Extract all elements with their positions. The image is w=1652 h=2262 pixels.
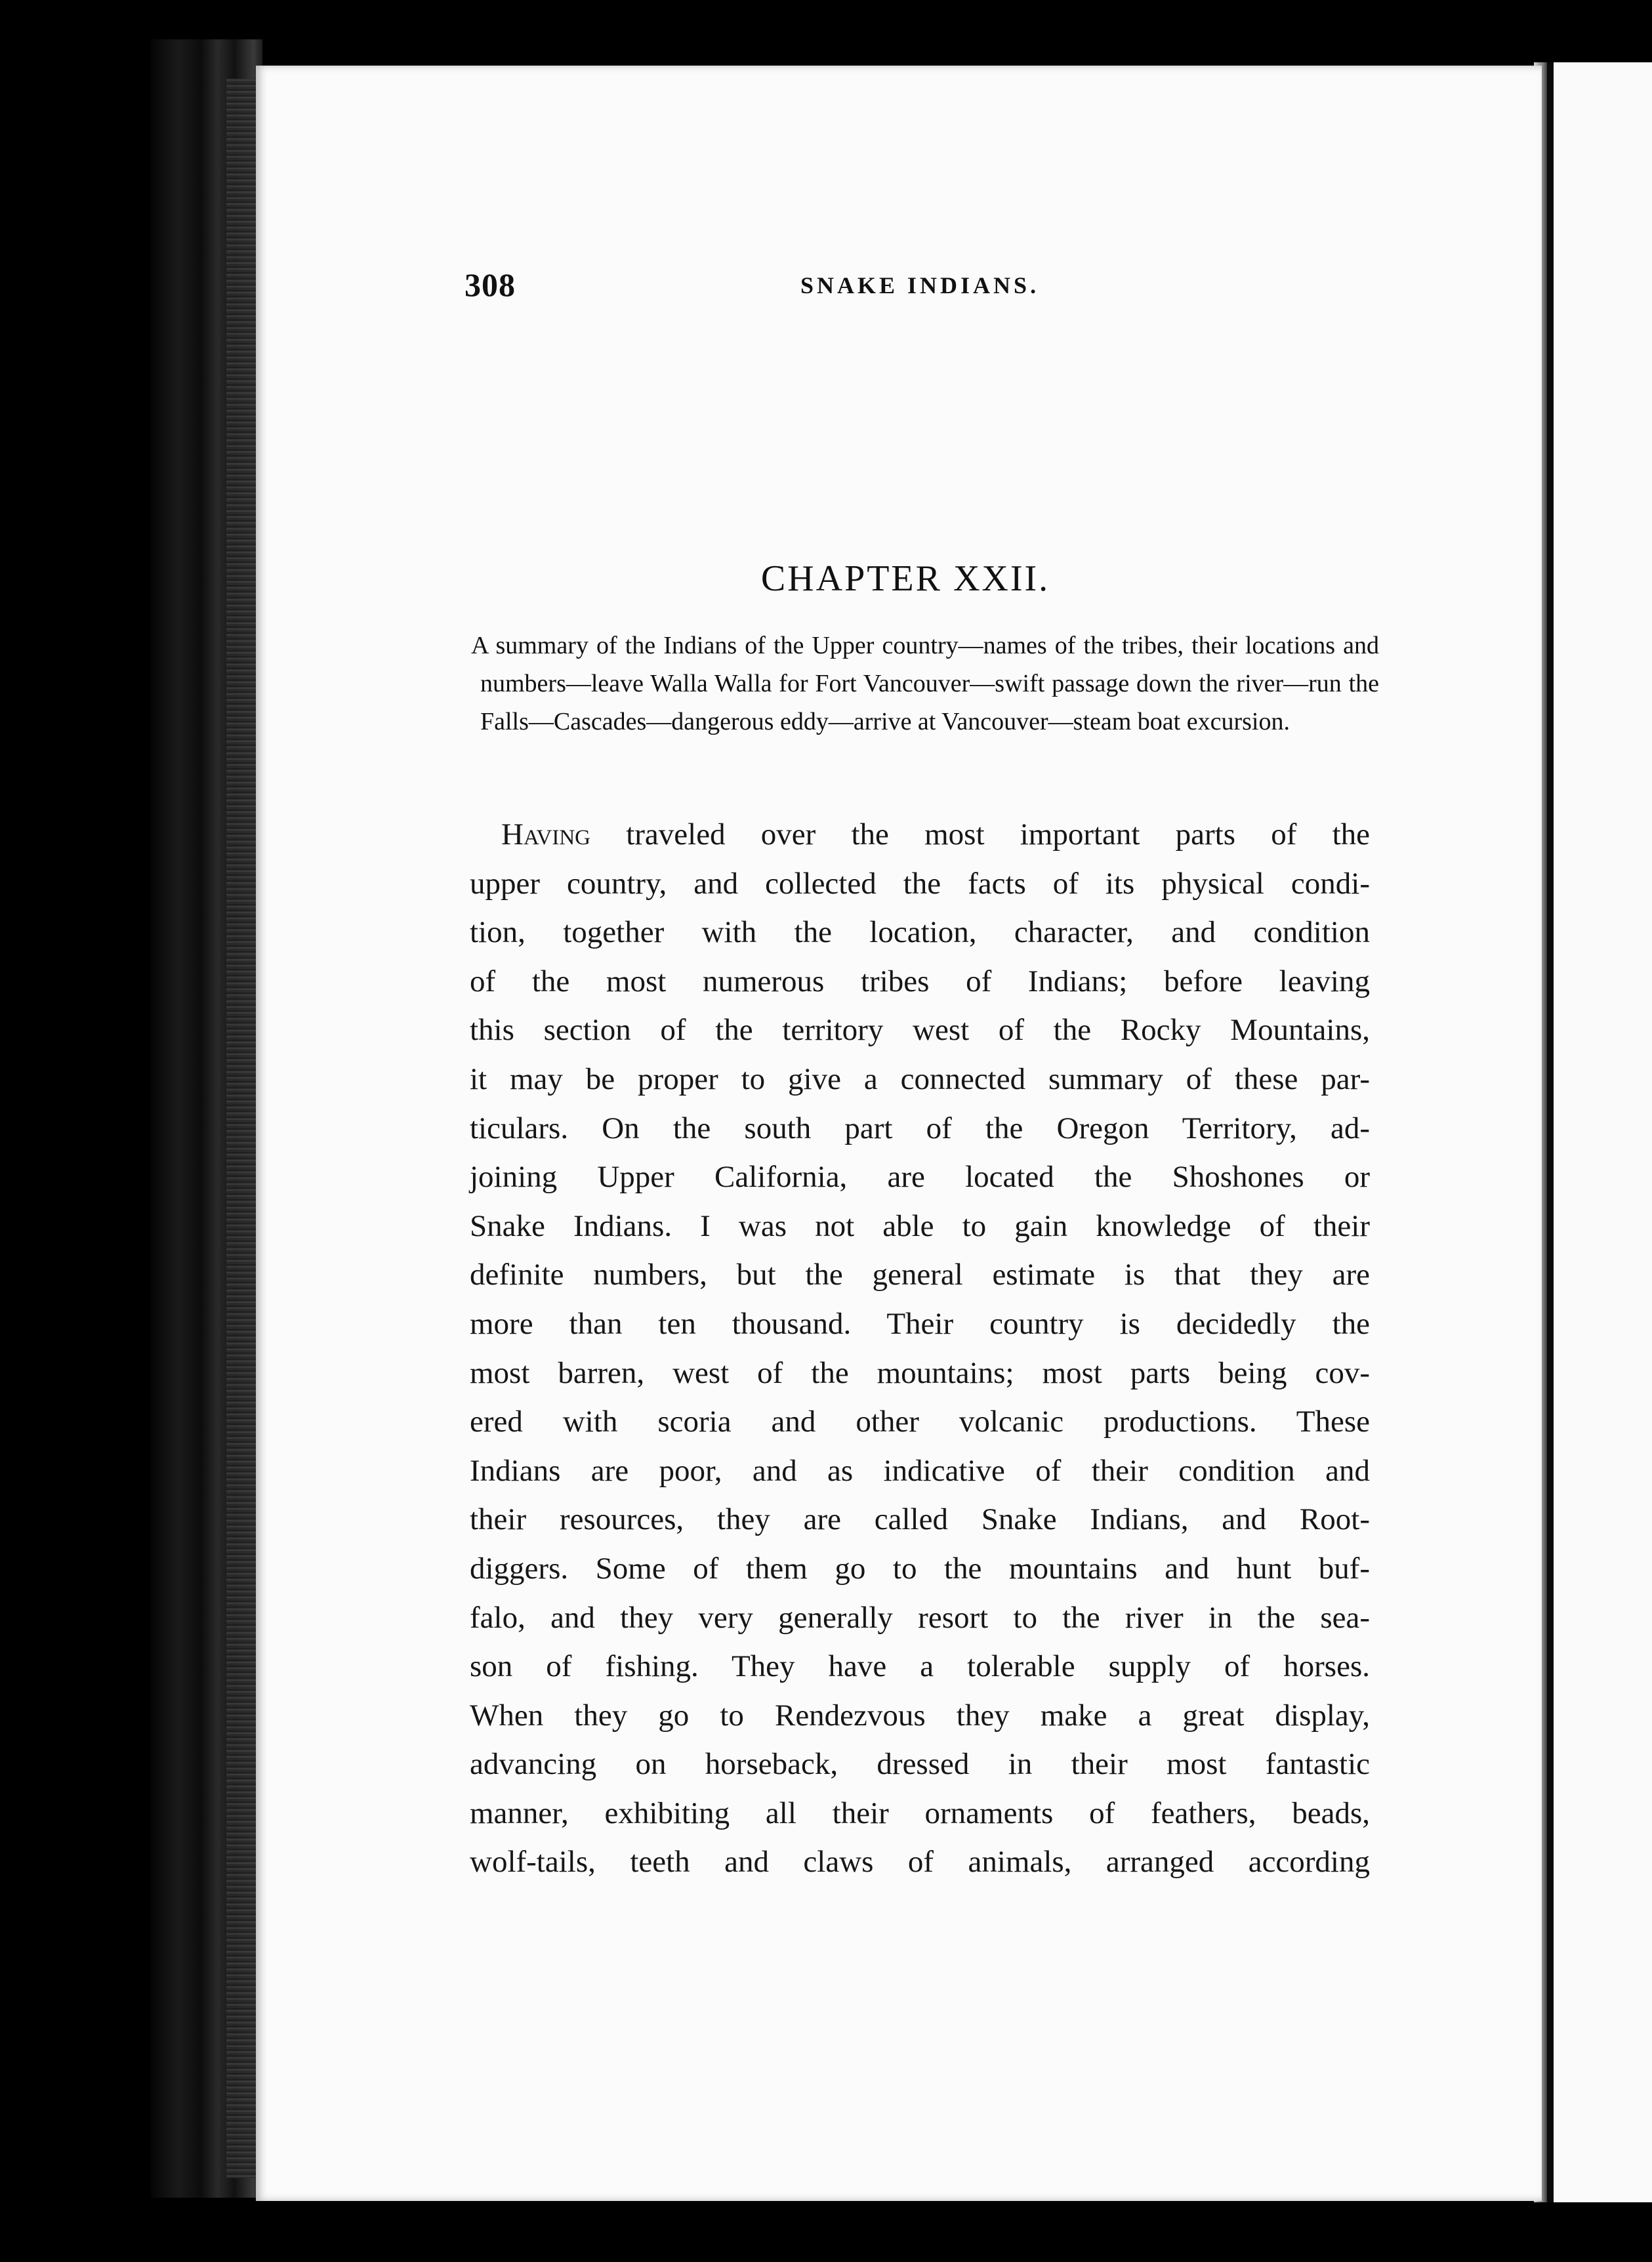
body-line: their resources, they are called Snake Indians, and Root- — [470, 1502, 1370, 1537]
body-line: upper country, and collected the facts of its physical condi- — [470, 866, 1370, 901]
body-line: most barren, west of the mountains; most parts being cov- — [470, 1355, 1370, 1390]
body-line: manner, exhibiting all their ornaments of feathers, beads, — [470, 1796, 1370, 1830]
body-line: falo, and they very generally resort to the river in the sea- — [470, 1600, 1370, 1635]
body-line: diggers. Some of them go to the mountains and hunt buf- — [470, 1551, 1370, 1586]
body-text — [470, 810, 1370, 1887]
body-line: ered with scoria and other volcanic productions. These — [470, 1405, 1370, 1439]
running-title: SNAKE INDIANS. — [800, 272, 1040, 298]
body-line — [470, 810, 1370, 859]
body-line: definite numbers, but the general estimate is that they are — [470, 1258, 1370, 1292]
page-edges — [226, 79, 256, 2178]
chapter-summary: A summary of the Indians of the Upper country—names of the tribes, their locations and numbers—leave Walla Walla for Fort Vancouver—swift passage down the river—run the Falls—Cascades—dangerous eddy—arrive at Vancouver—steam boat excursion. — [471, 632, 1379, 735]
book-page — [256, 66, 1542, 2201]
chapter-heading — [256, 558, 1542, 600]
body-line: wolf-tails, teeth and claws of animals, arranged according — [470, 1845, 1370, 1880]
body-line: joining Upper California, are located the Shoshones or — [470, 1160, 1370, 1195]
page-number: 308 — [465, 266, 516, 303]
body-line: Snake Indians. I was not able to gain knowledge of their — [470, 1208, 1370, 1243]
body-line: When they go to Rendezvous they make a great display, — [470, 1698, 1370, 1733]
lead-word: Having — [501, 817, 591, 852]
body-line: it may be proper to give a connected summary of these par- — [470, 1061, 1370, 1096]
body-line: Indians are poor, and as indicative of their condition and — [470, 1453, 1370, 1488]
body-line: advancing on horseback, dressed in their most fantastic — [470, 1747, 1370, 1782]
body-line: this section of the territory west of the Rocky Mountains, — [470, 1013, 1370, 1048]
facing-page-edge — [1547, 62, 1652, 2202]
body-line: tion, together with the location, character, and condition — [470, 915, 1370, 950]
body-line: of the most numerous tribes of Indians; before leaving — [470, 964, 1370, 998]
body-line: son of fishing. They have a tolerable supply of horses. — [470, 1649, 1370, 1684]
body-line: more than ten thousand. Their country is decidedly the — [470, 1306, 1370, 1341]
body-line: ticulars. On the south part of the Oregon Territory, ad- — [470, 1111, 1370, 1145]
body-line-text: traveled over the most important parts of the — [590, 817, 1370, 852]
chapter-heading-text: CHAPTER XXII. — [760, 558, 1050, 599]
